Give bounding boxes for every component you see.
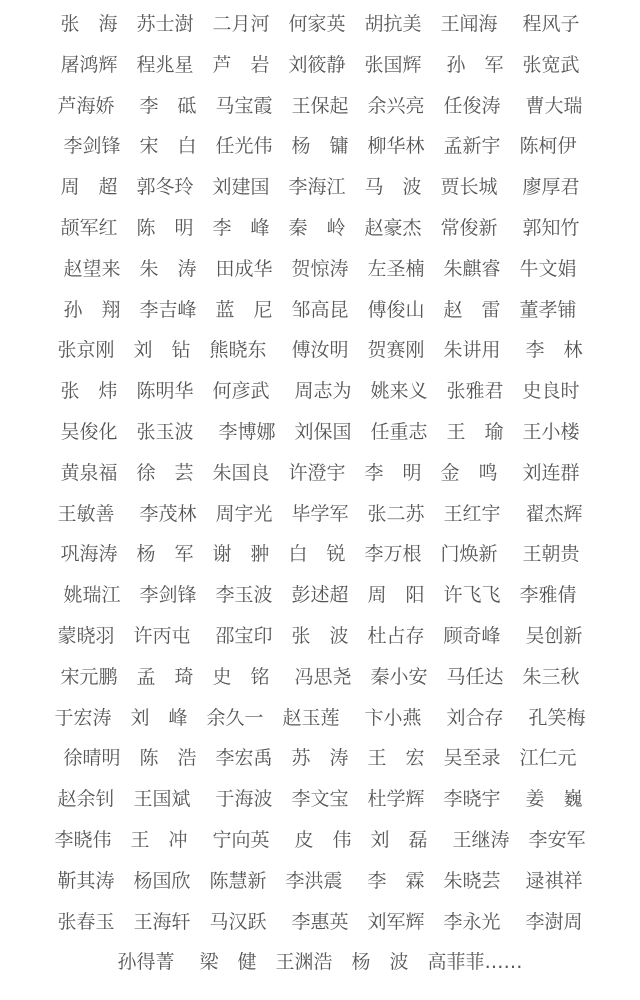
name-line: 李剑锋 宋 白 任光伟 杨 镛 柳华林 孟新宇 陈柯伊 xyxy=(63,135,577,158)
name-line: 张 炜 陈明华 何彦武 周志为 姚来义 张雅君 史良时 xyxy=(60,380,580,403)
name-line: 张京刚 刘 钻 熊晓东 傅汝明 贺赛刚 朱讲用 李 林 xyxy=(57,339,583,362)
name-line: 颉军红 陈 明 李 峰 秦 岭 赵豪杰 常俊新 郭知竹 xyxy=(60,216,580,239)
name-line: 周 超 郭冬玲 刘建国 李海江 马 波 贾长城 廖厚君 xyxy=(60,176,580,199)
name-line: 孙得菁 梁 健 王渊浩 杨 波 高菲菲…… xyxy=(117,951,523,974)
name-line: 蒙晓羽 许丙屯 邵宝印 张 波 杜占存 顾奇峰 吴创新 xyxy=(57,624,583,647)
name-line: 徐晴明 陈 浩 李宏禹 苏 涛 王 宏 吴至录 江仁元 xyxy=(63,747,577,770)
name-line: 姚瑞江 李剑锋 李玉波 彭述超 周 阳 许飞飞 李雅倩 xyxy=(63,584,577,607)
name-line: 张春玉 王海轩 马汉跃 李惠英 刘军辉 李永光 李澍周 xyxy=(57,910,583,933)
name-line: 孙 翔 李吉峰 蓝 尼 邹高昆 傅俊山 赵 雷 董孝铺 xyxy=(63,298,577,321)
name-line: 黄泉福 徐 芸 朱国良 许澄宇 李 明 金 鸣 刘连群 xyxy=(60,461,580,484)
name-line: 巩海涛 杨 军 谢 翀 白 锐 李万根 门焕新 王朝贵 xyxy=(60,543,580,566)
name-line: 芦海娇 李 砥 马宝霞 王保起 余兴亮 任俊涛 曹大瑞 xyxy=(57,94,583,117)
name-line: 宋元鹏 孟 琦 史 铭 冯思尧 秦小安 马任达 朱三秋 xyxy=(60,665,580,688)
name-line: 于宏涛 刘 峰 余久一 赵玉莲 卞小燕 刘合存 孔笑梅 xyxy=(54,706,586,729)
name-line: 赵望来 朱 涛 田成华 贺惊涛 左圣楠 朱麒睿 牛文娟 xyxy=(63,257,577,280)
name-line: 靳其涛 杨国欣 陈慧新 李洪震 李 霖 朱晓芸 逯祺祥 xyxy=(57,869,583,892)
name-line: 屠鸿辉 程兆星 芦 岩 刘筱静 张国辉 孙 军 张宽武 xyxy=(60,53,580,76)
name-line: 李晓伟 王 冲 宁向英 皮 伟 刘 磊 王继涛 李安军 xyxy=(54,828,586,851)
name-line: 吴俊化 张玉波 李博娜 刘保国 任重志 王 瑜 王小楼 xyxy=(60,420,580,443)
name-line: 张 海 苏士澍 二月河 何家英 胡抗美 王闻海 程风子 xyxy=(60,13,580,35)
name-line: 赵余钊 王国斌 于海波 李文宝 杜学辉 李晓宇 姜 巍 xyxy=(57,788,583,811)
name-line: 王敏善 李茂林 周宇光 毕学军 张二苏 王红宇 翟杰辉 xyxy=(57,502,583,525)
